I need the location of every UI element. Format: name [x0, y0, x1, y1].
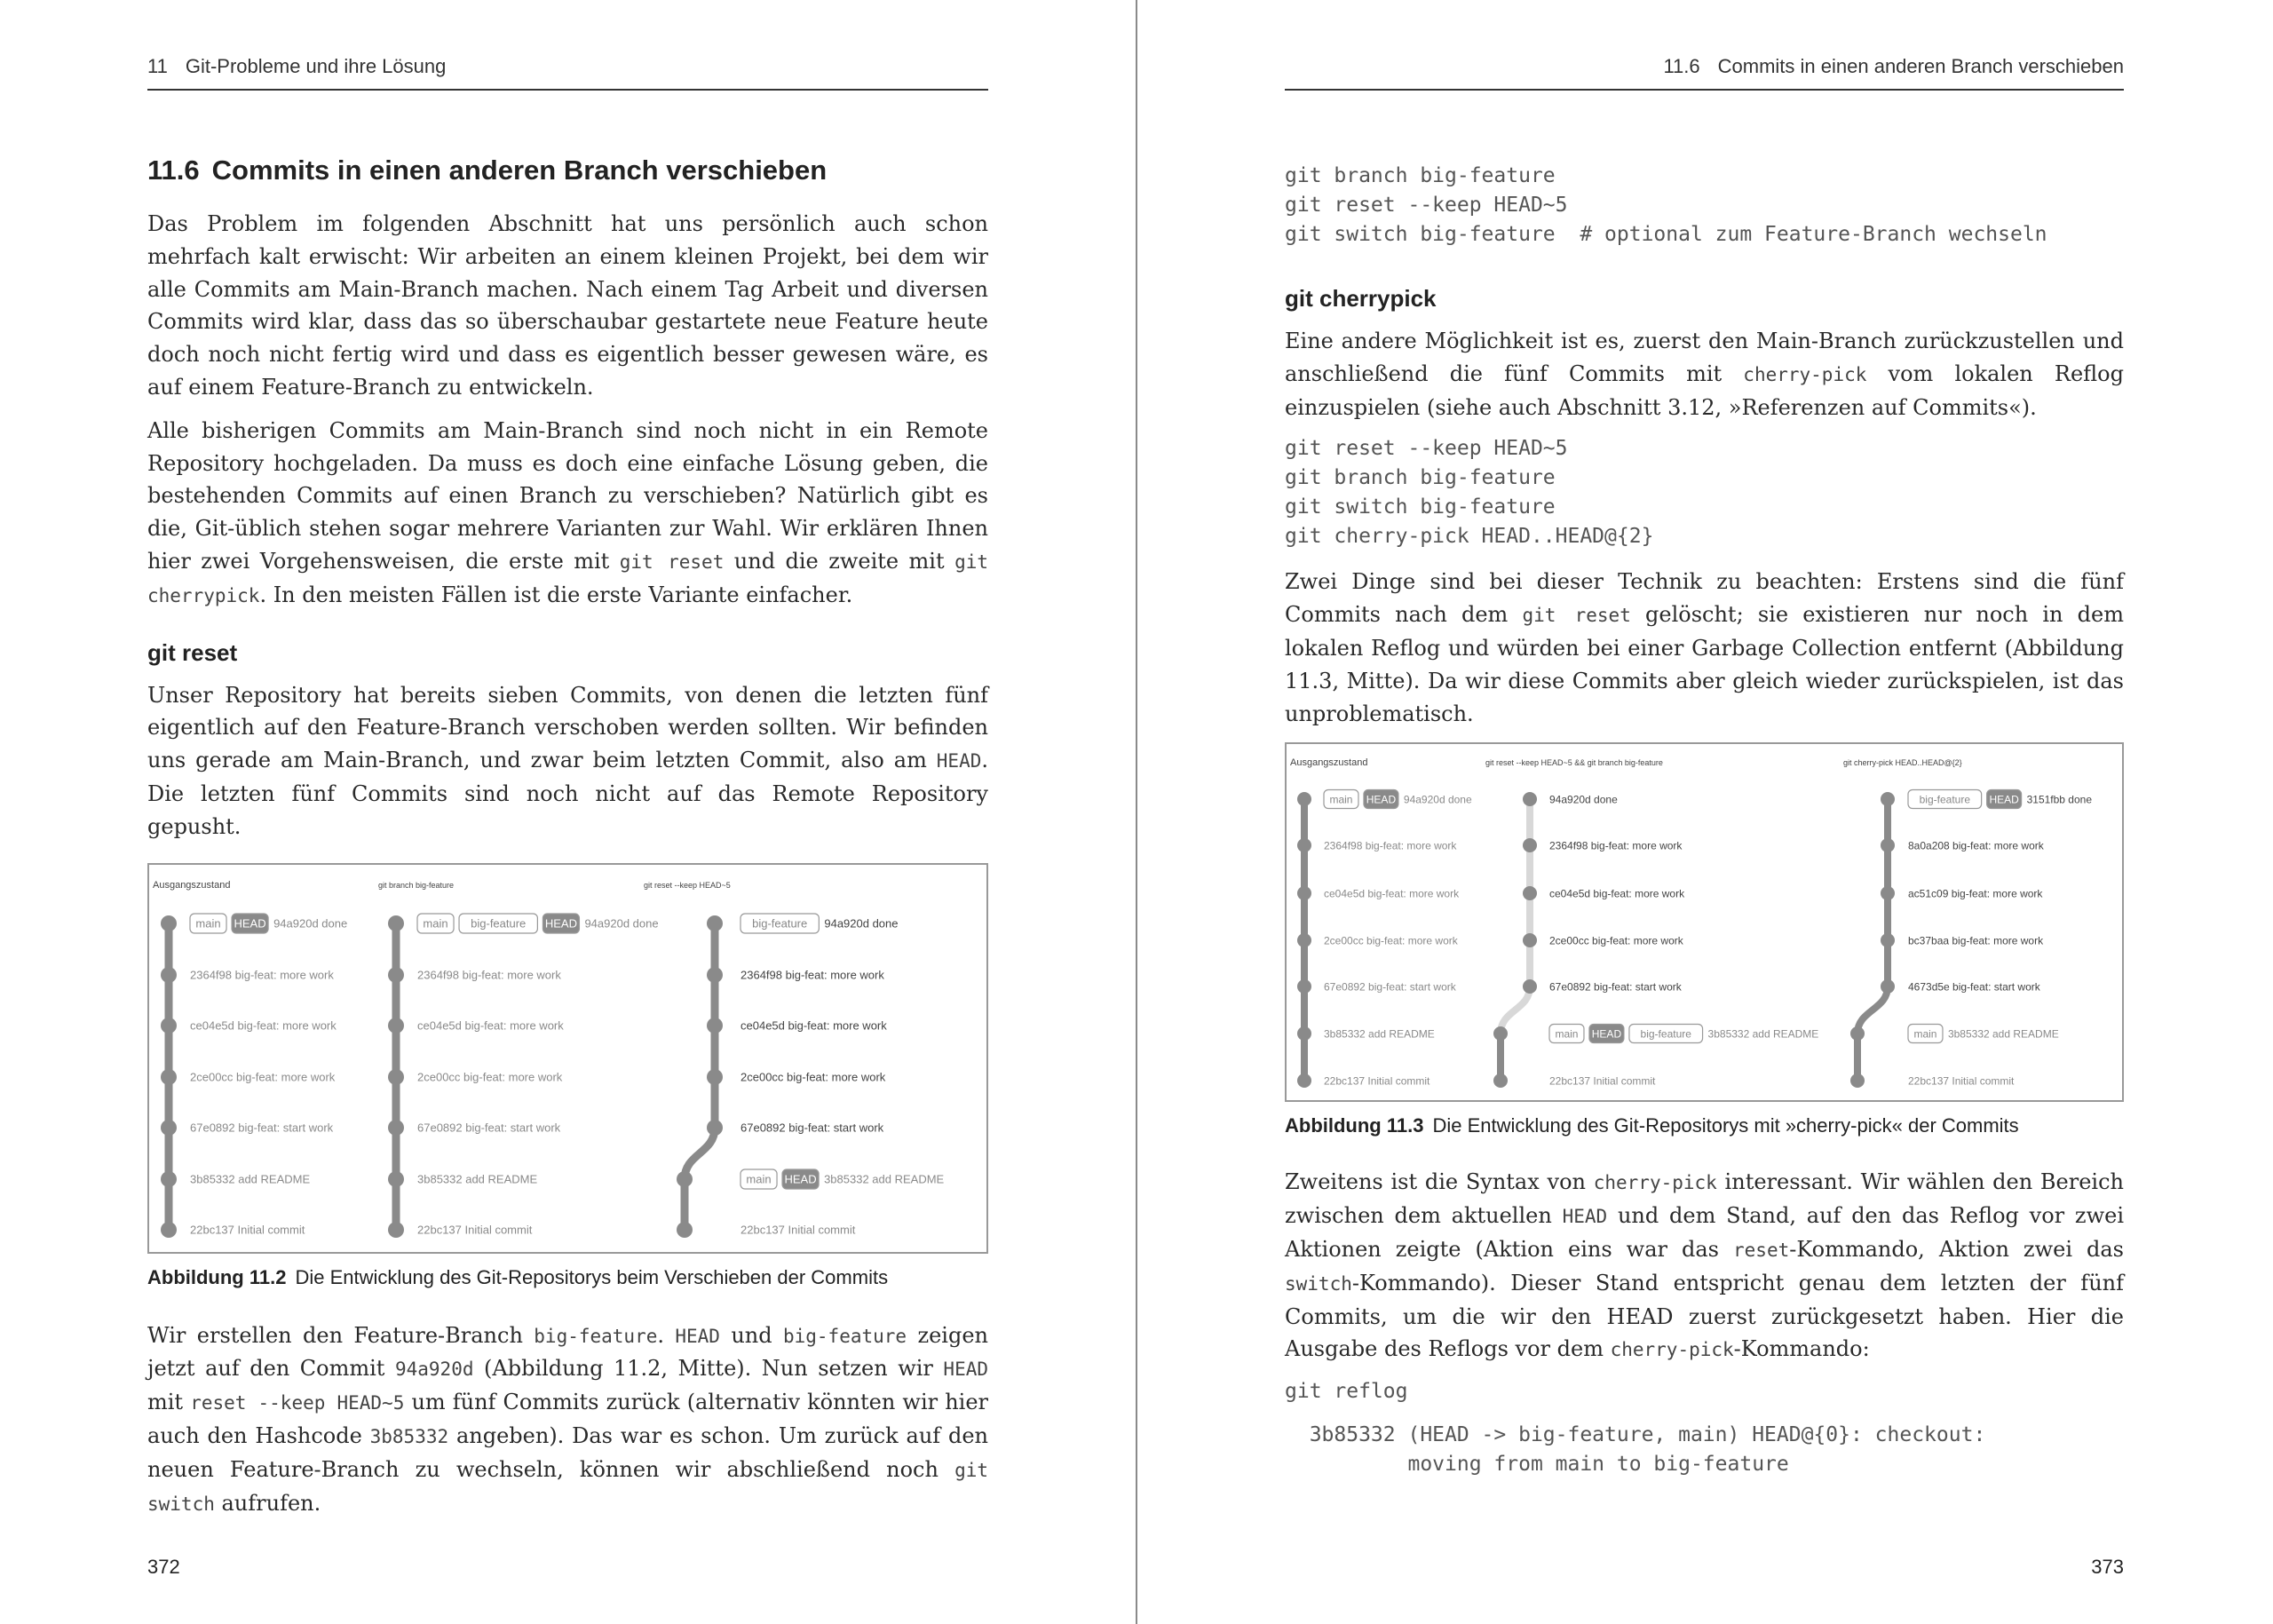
commit-dot: [161, 1222, 177, 1238]
commit-label: 94a920d done: [1403, 793, 1472, 806]
commit-label: bc37baa big-feat: more work: [1908, 934, 2044, 947]
commit-label: 94a920d done: [273, 916, 348, 931]
badge-label: big-feature: [1640, 1027, 1691, 1041]
commit-dot: [707, 1069, 723, 1085]
code-block: git branch big-feature git reset --keep HEAD~5 git switch big-feature # optional zum Feature-Branch wechseln: [1285, 164, 2047, 246]
paragraph: Zwei Dinge sind bei dieser Technik zu beachten: Erstens sind die fünf Commits nach dem git reset gelöscht; sie existieren nur noch in dem lokalen Reflog und würden bei einer Garbage Collection entfernt (Abbildung 11.3, Mitte). Da wir diese Commits aber gleich wieder zurückspielen, ist das unproblematisch.: [1285, 569, 2124, 726]
badge-label: HEAD: [784, 1172, 817, 1186]
commit-dot: [388, 1171, 404, 1187]
badge-label: big-feature: [1919, 793, 1971, 806]
commit-dot: [1297, 979, 1311, 994]
commit-dot: [1523, 838, 1537, 852]
caption-label: Abbildung 11.2: [147, 1265, 287, 1288]
commit-dot: [161, 1120, 177, 1136]
right-page: [1136, 0, 2273, 1624]
commit-label: 2364f98 big-feat: more work: [417, 968, 561, 982]
commit-label: 3b85332 add README: [190, 1172, 311, 1186]
commit-label: 94a920d done: [1549, 793, 1618, 806]
commit-label: 22bc137 Initial commit: [741, 1223, 856, 1237]
commit-dot: [161, 1018, 177, 1034]
figure-caption: [147, 1266, 988, 1289]
commit-dot: [161, 915, 177, 931]
commit-label: 22bc137 Initial commit: [1549, 1074, 1656, 1088]
badge-label: main: [746, 1172, 772, 1186]
code-block: git reflog: [1285, 1380, 1408, 1404]
commit-dot: [1881, 792, 1895, 806]
commit-label: 8a0a208 big-feat: more work: [1908, 839, 2044, 852]
commit-label: 2ce00cc big-feat: more work: [1324, 934, 1458, 947]
branch-curve: [1857, 986, 1888, 1034]
panel-title: Ausgangszustand: [1290, 757, 1368, 769]
section-number: 11.6: [147, 154, 200, 186]
commit-label: 3b85332 add README: [1324, 1027, 1435, 1041]
commit-dot: [1297, 838, 1311, 852]
commit-dot: [161, 1171, 177, 1187]
badge-label: HEAD: [1591, 1027, 1622, 1041]
commit-label: 2ce00cc big-feat: more work: [741, 1070, 886, 1084]
badge-label: main: [423, 916, 448, 931]
commit-dot: [707, 915, 723, 931]
paragraph: Zweitens ist die Syntax von cherry-pick interessant. Wir wählen den Bereich zwischen dem aktuellen HEAD und dem Stand, auf den das Reflog vor zwei Aktionen zeigte (Aktion eins war das reset-Kommando, Aktion zwei das switch-Kommando). Dieser Stand entspricht genau dem letzten der fünf Commits, um die wir den HEAD zuerst zurückgesetzt haben. Hier die Ausgabe des Reflogs vor dem cherry-pick-Kommando:: [1285, 1169, 2125, 1362]
subheading: git cherrypick: [1285, 285, 1437, 312]
running-header: [147, 55, 988, 91]
section-title: Commits in einen anderen Branch verschieben: [1717, 55, 2124, 77]
commit-label: 22bc137 Initial commit: [417, 1223, 533, 1237]
commit-dot: [1523, 979, 1537, 994]
commit-label: 2ce00cc big-feat: more work: [190, 1070, 336, 1084]
commit-dot: [388, 967, 404, 983]
figure-11-3: [1285, 742, 2124, 1102]
commit-label: 94a920d done: [584, 916, 659, 931]
inline-code: git cherrypick: [147, 551, 989, 606]
commit-label: 22bc137 Initial commit: [1908, 1074, 2015, 1088]
paragraph: Alle bisherigen Commits am Main-Branch sind noch nicht in ein Remote Repository hochgeladen. Da muss es doch eine einfache Lösung geben, die bestehenden Commits auf einen Branch zu verschieben? Natürlich gibt es die, Git-üblich stehen sogar mehrere Varianten zur Wahl. Wir erklären Ihnen hier zwei Vorgehensweisen, die erste mit git reset und die zweite mit git cherrypick. In den meisten Fällen ist die erste Variante einfacher.: [147, 417, 989, 607]
badge-label: HEAD: [1366, 793, 1397, 806]
commit-label: 67e0892 big-feat: start work: [1549, 980, 1682, 994]
commit-label: 22bc137 Initial commit: [190, 1223, 305, 1237]
commit-label: 67e0892 big-feat: start work: [417, 1121, 561, 1135]
caption-text: Die Entwicklung des Git-Repositorys mit »cherry-pick« der Commits: [1432, 1114, 2019, 1137]
commit-dot: [388, 1018, 404, 1034]
commit-dot: [161, 967, 177, 983]
commit-label: 2364f98 big-feat: more work: [1324, 839, 1457, 852]
paragraph: Wir erstellen den Feature-Branch big-feature. HEAD und big-feature zeigen jetzt auf den Commit 94a920d (Abbildung 11.2, Mitte). Nun setzen wir HEAD mit reset --keep HEAD~5 um fünf Commits zurück (alternativ könnten wir hier auch den Hashcode 3b85332 angeben). Das war es schon. Um zurück auf den neuen Feature-Branch zu wechseln, können wir abschließend noch git switch aufrufen.: [147, 1322, 989, 1516]
commit-label: 2364f98 big-feat: more work: [190, 968, 334, 982]
section-heading: [147, 154, 988, 186]
commit-dot: [1297, 1026, 1311, 1041]
inline-code: git reset: [619, 551, 725, 573]
commit-label: 3b85332 add README: [1947, 1027, 2059, 1041]
branch-curve: [685, 1128, 715, 1179]
git-graph-diagram: [1287, 744, 2122, 1100]
chapter-title: Git-Probleme und ihre Lösung: [185, 55, 447, 77]
inline-code: HEAD: [936, 750, 982, 772]
section-number: 11.6: [1663, 55, 1700, 77]
commit-dot: [1881, 933, 1895, 947]
commit-dot: [1297, 886, 1311, 900]
commit-label: 3151fbb done: [2026, 793, 2093, 806]
commit-label: 2364f98 big-feat: more work: [1549, 839, 1683, 852]
panel-title: Ausgangszustand: [153, 879, 231, 891]
paragraph: Unser Repository hat bereits sieben Commits, von denen die letzten fünf eigentlich auf den Feature-Branch verschoben werden sollten. Wir befinden uns gerade am Main-Branch, und zwar beim letzten Commit, also am HEAD. Die letzten fünf Commits sind noch nicht auf das Remote Repository gepusht.: [147, 682, 988, 839]
commit-label: ce04e5d big-feat: more work: [1549, 887, 1685, 900]
left-page: [0, 0, 1136, 1624]
panel-title: git reset --keep HEAD~5: [644, 880, 731, 890]
commit-dot: [677, 1222, 693, 1238]
badge-label: HEAD: [544, 916, 577, 931]
badge-label: HEAD: [234, 916, 266, 931]
commit-label: 3b85332 add README: [1707, 1027, 1819, 1041]
commit-label: 67e0892 big-feat: start work: [1324, 980, 1456, 994]
badge-label: big-feature: [752, 916, 808, 931]
commit-dot: [1523, 886, 1537, 900]
commit-label: 3b85332 add README: [417, 1172, 538, 1186]
git-graph-diagram: [149, 865, 986, 1252]
commit-label: 67e0892 big-feat: start work: [190, 1121, 334, 1135]
badge-label: main: [195, 916, 221, 931]
commit-dot: [1850, 1026, 1865, 1041]
commit-label: 2ce00cc big-feat: more work: [1549, 934, 1683, 947]
figure-11-2: [147, 863, 988, 1254]
text-column: [1285, 162, 2124, 1493]
commit-dot: [677, 1171, 693, 1187]
commit-label: ac51c09 big-feat: more work: [1908, 887, 2043, 900]
commit-dot: [1881, 979, 1895, 994]
commit-dot: [388, 1069, 404, 1085]
code-block: git reset --keep HEAD~5 git branch big-feature git switch big-feature git cherry-pick HEAD..HEAD@{2}: [1285, 437, 1654, 549]
commit-dot: [1493, 1073, 1508, 1088]
panel-title: git branch big-feature: [378, 880, 455, 890]
panel-title: git reset --keep HEAD~5 && git branch big-feature: [1485, 758, 1663, 768]
commit-dot: [161, 1069, 177, 1085]
branch-curve: [1501, 986, 1530, 1034]
badge-label: big-feature: [471, 916, 527, 931]
badge-label: main: [1555, 1027, 1579, 1041]
commit-label: 3b85332 add README: [824, 1172, 945, 1186]
commit-dot: [1881, 886, 1895, 900]
commit-dot: [388, 1222, 404, 1238]
commit-dot: [1297, 792, 1311, 806]
page-number: 373: [2091, 1556, 2124, 1578]
commit-dot: [1297, 933, 1311, 947]
commit-dot: [1523, 792, 1537, 806]
commit-dot: [1850, 1073, 1865, 1088]
commit-label: 67e0892 big-feat: start work: [741, 1121, 884, 1135]
commit-label: ce04e5d big-feat: more work: [417, 1018, 564, 1033]
chapter-number: 11: [147, 55, 168, 77]
commit-label: ce04e5d big-feat: more work: [741, 1018, 887, 1033]
text-column: [147, 151, 988, 1531]
commit-label: 4673d5e big-feat: start work: [1908, 980, 2040, 994]
figure-caption: [1285, 1114, 2124, 1137]
commit-dot: [388, 1120, 404, 1136]
commit-dot: [1523, 933, 1537, 947]
section-title: Commits in einen anderen Branch verschieben: [211, 154, 828, 186]
commit-label: ce04e5d big-feat: more work: [1324, 887, 1460, 900]
commit-label: 94a920d done: [824, 916, 899, 931]
badge-label: main: [1913, 1027, 1937, 1041]
badge-label: main: [1329, 793, 1353, 806]
badge-label: HEAD: [1989, 793, 2019, 806]
panel-title: git cherry-pick HEAD..HEAD@{2}: [1843, 758, 1962, 768]
code-block: 3b85332 (HEAD -> big-feature, main) HEAD@{0}: checkout: moving from main to big-feature: [1309, 1423, 1986, 1477]
caption-text: Die Entwicklung des Git-Repositorys beim Verschieben der Commits: [295, 1265, 889, 1288]
paragraph: Eine andere Möglichkeit ist es, zuerst den Main-Branch zurückzustellen und anschließend die fünf Commits mit cherry-pick vom lokalen Reflog einzuspielen (siehe auch Abschnitt 3.12, »Referenzen auf Commits«).: [1285, 329, 2124, 420]
commit-dot: [1881, 838, 1895, 852]
subheading: git reset: [147, 638, 238, 666]
caption-label: Abbildung 11.3: [1285, 1114, 1424, 1137]
commit-label: 2ce00cc big-feat: more work: [417, 1070, 563, 1084]
commit-dot: [707, 1018, 723, 1034]
commit-dot: [1493, 1026, 1508, 1041]
commit-dot: [1297, 1073, 1311, 1088]
commit-label: 22bc137 Initial commit: [1324, 1074, 1430, 1088]
commit-label: ce04e5d big-feat: more work: [190, 1018, 337, 1033]
commit-dot: [707, 967, 723, 983]
paragraph: Das Problem im folgenden Abschnitt hat uns persönlich auch schon mehrfach kalt erwischt: Wir arbeiten an einem kleinen Projekt, bei dem wir alle Commits am Main-Branch machen. Nach einem Tag Arbeit und diversen Commits wird klar, dass das so überschaubar gestartete neue Feature heute doch noch nicht fertig wird und dass es eigentlich besser gewesen wäre, es auf einem Feature-Branch zu entwickeln.: [147, 211, 988, 400]
running-header: [1285, 55, 2124, 91]
commit-dot: [707, 1120, 723, 1136]
commit-dot: [388, 915, 404, 931]
commit-label: 2364f98 big-feat: more work: [741, 968, 884, 982]
page-number: 372: [147, 1556, 180, 1578]
